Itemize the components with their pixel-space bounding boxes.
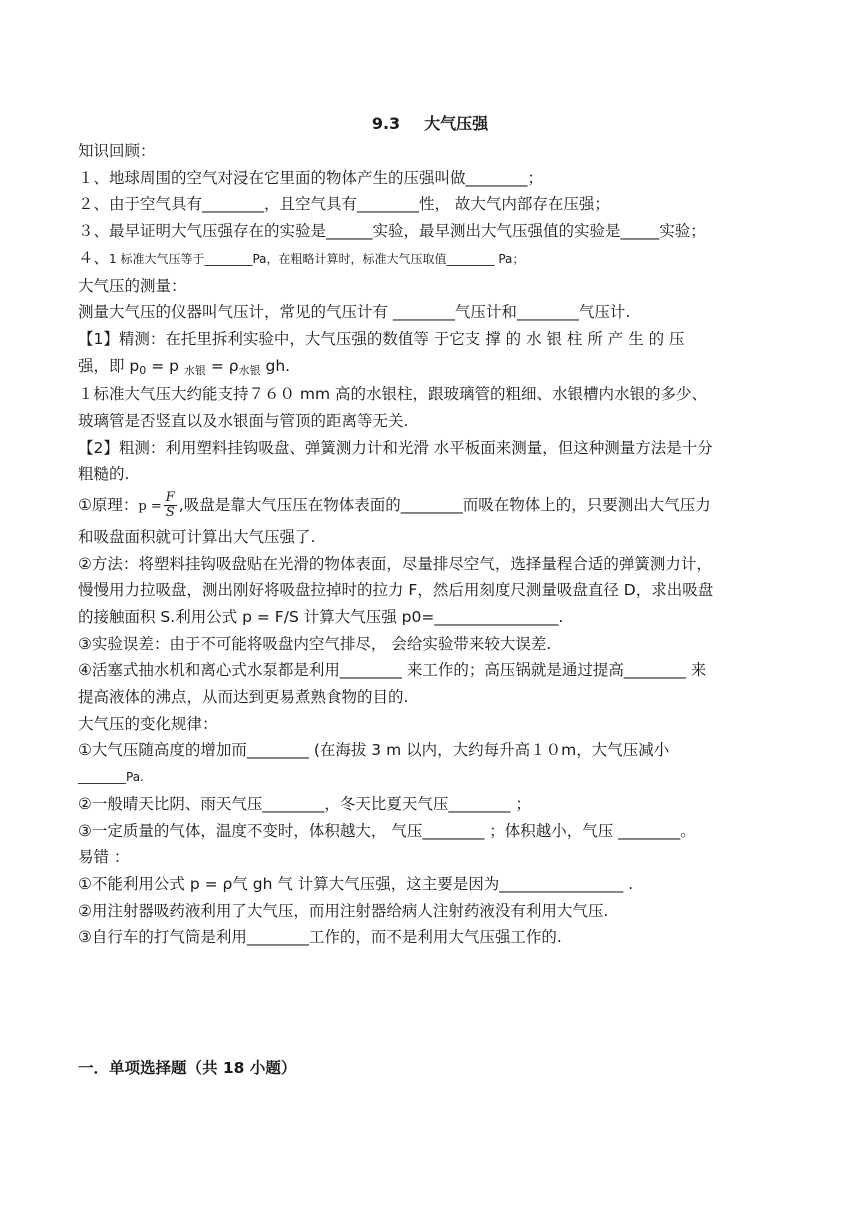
mistakes-heading: 易错 ： <box>78 848 130 867</box>
principle-line-2: 和吸盘面积就可计算出大气压强了. <box>78 527 316 546</box>
fraction-denominator: S <box>165 505 175 521</box>
change-line-2: ②一般晴天比阴、雨天气压________，冬天比夏天气压________ ； <box>78 794 531 813</box>
formula-text-c: = ρ <box>205 356 239 375</box>
application-line-1: ④活塞式抽水机和离心式水泵都是利用________ 来工作的；高压锅就是通过提高________ 来 <box>78 661 707 680</box>
measure-heading: 大气压的测量： <box>78 276 187 295</box>
measure-intro: 测量大气压的仪器叫气压计，常见的气压计有 ________气压计和________气压计. <box>78 303 631 322</box>
precise-formula-line <box>78 353 784 382</box>
review-item-1: １、地球周围的空气对浸在它里面的物体产生的压强叫做________； <box>78 168 544 187</box>
principle-p: p = <box>138 499 162 515</box>
error-line: ③实验误差：由于不可能将吸盘内空气排尽， 会给实验带来较大误差. <box>78 634 552 653</box>
change-heading: 大气压的变化规律： <box>78 714 218 733</box>
subscript-mercury-1: 水银 <box>183 363 206 377</box>
review-heading: 知识回顾： <box>78 142 156 160</box>
document-body <box>78 138 784 951</box>
precise-line-1: 【1】精测：在托里拆利实验中，大气压强的数值等 于它支 撑 的 水 银 柱 所 产 生 的 压 <box>78 329 685 348</box>
section-heading: 一．单项选择题（共 18 小题） <box>78 1059 297 1077</box>
principle-line <box>78 491 784 521</box>
change-line-3: ③一定质量的气体，温度不变时，体积越大， 气压________ ；体积越小，气压 ________。 <box>78 821 696 840</box>
section-number: 9.3 <box>371 114 401 133</box>
review-item-4 <box>78 245 784 273</box>
fraction-f-over-s <box>164 491 177 520</box>
formula-text-d: gh. <box>260 356 291 375</box>
page-title <box>0 111 860 134</box>
mistake-line-3: ③自行车的打气筒是利用________工作的，而不是利用大气压强工作的. <box>78 928 562 947</box>
title-text: 大气压强 <box>424 114 489 133</box>
review-item-4-text: 1 标准大气压等于________Pa，在粗略计算时，标准大气压取值________ Pa； <box>109 251 525 266</box>
mistake-line-1: ①不能利用公式 p = ρ气 gh 气 计算大气压强，这主要是因为________________ . <box>78 874 634 893</box>
principle-text: ,吸盘是靠大气压压在物体表面的________而吸在物体上的，只要测出大气压力 <box>178 496 711 515</box>
change-line-1b: ________Pa. <box>78 770 144 785</box>
formula-text-b: = p <box>146 356 184 375</box>
review-item-2: ２、由于空气具有________，且空气具有________性， 故大气内部存在压强； <box>78 195 610 214</box>
application-line-2: 提高液体的沸点，从而达到更易煮熟食物的目的. <box>78 688 409 707</box>
change-line-1: ①大气压随高度的增加而________ (在海拔 3 m 以内，大约每升高１０m，大气压减小 <box>78 741 670 760</box>
review-item-4-number: ４、 <box>78 248 110 267</box>
precise-line-3: １标准大气压大约能支持７６０ mm 高的水银柱，跟玻璃管的粗细、水银槽内水银的多少、 <box>78 385 708 404</box>
principle-label: ①原理： <box>78 496 139 515</box>
formula-text-a: 强，即 p <box>78 356 140 375</box>
method-line-1: ②方法：将塑料挂钩吸盘贴在光滑的物体表面，尽量排尽空气，选择量程合适的弹簧测力计， <box>78 554 712 573</box>
subscript-0: 0 <box>139 363 147 377</box>
method-line-2: 慢慢用力拉吸盘，测出刚好将吸盘拉掉时的拉力 F，然后用刻度尺测量吸盘直径 D，求出吸盘 <box>78 581 714 600</box>
rough-line-1: 【2】粗测：利用塑料挂钩吸盘、弹簧测力计和光滑 水平板面来测量，但这种测量方法是十分 <box>78 438 713 457</box>
mistake-line-2: ②用注射器吸药液利用了大气压，而用注射器给病人注射药液没有利用大气压. <box>78 901 609 920</box>
rough-line-2: 粗糙的. <box>78 465 130 484</box>
precise-line-4: 玻璃管是否竖直以及水银面与管顶的距离等无关. <box>78 412 409 431</box>
method-line-3: 的接触面积 S.利用公式 p = F/S 计算大气压强 p0=________________. <box>78 607 564 626</box>
subscript-mercury-2: 水银 <box>238 363 261 377</box>
review-item-3: ３、最早证明大气压强存在的实验是______实验，最早测出大气压强值的实验是_____实验； <box>78 222 706 241</box>
fraction-numerator: F <box>165 490 175 506</box>
